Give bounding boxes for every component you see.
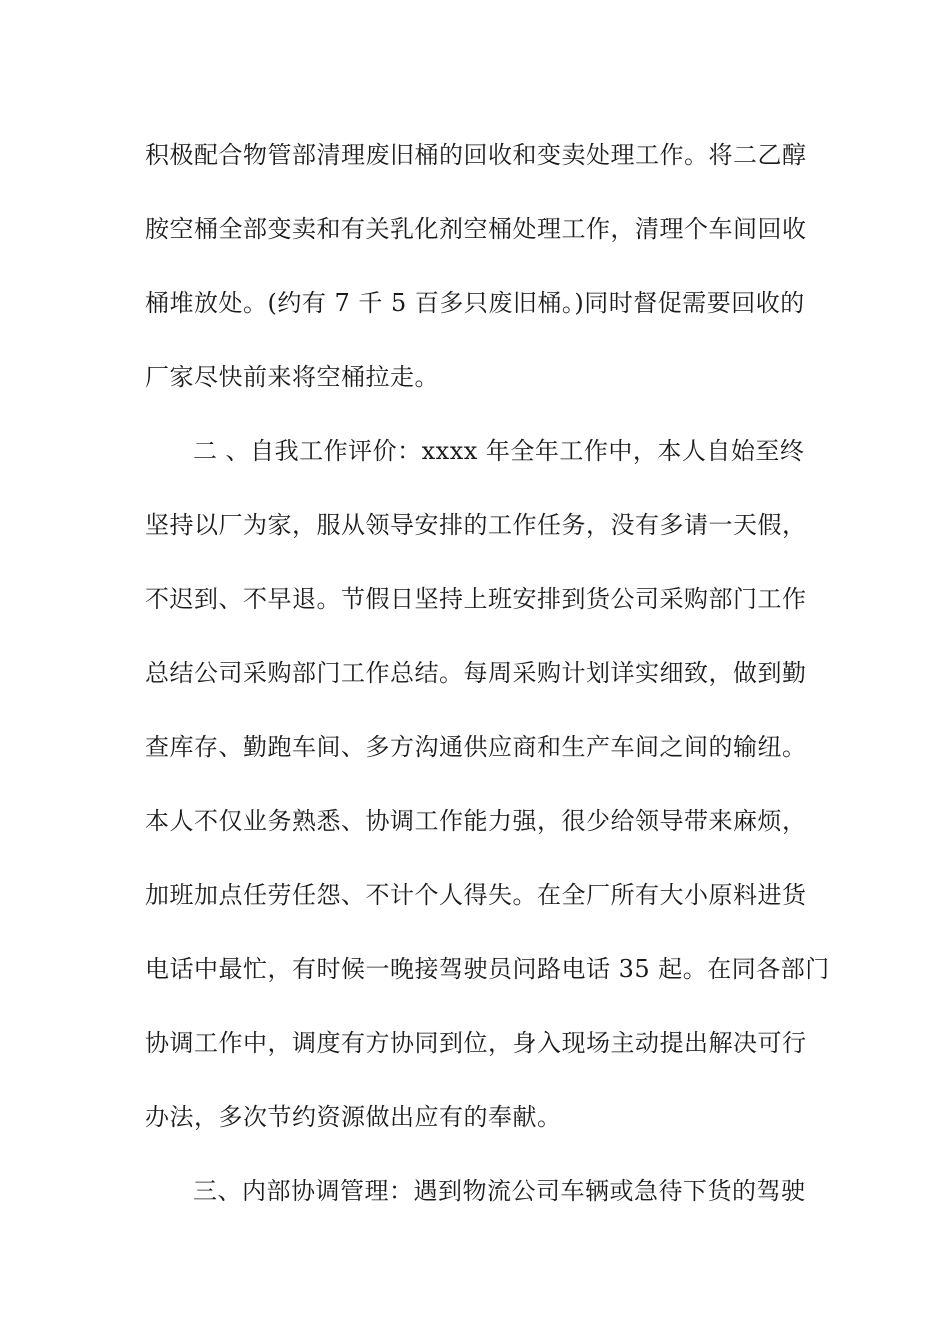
paragraph-line: 总结公司采购部门工作总结。每周采购计划详实细致，做到勤: [145, 659, 807, 687]
paragraph-line: 不迟到、不早退。节假日坚持上班安排到货公司采购部门工作: [145, 585, 807, 613]
paragraph-line: 坚持以厂为家，服从领导安排的工作任务，没有多请一天假，: [145, 511, 807, 539]
paragraph-line: 加班加点任劳任怨、不计个人得失。在全厂所有大小原料进货: [145, 881, 807, 909]
paragraph-line: 厂家尽快前来将空桶拉走。: [145, 363, 439, 391]
paragraph-line: 桶堆放处。(约有 7 千 5 百多只废旧桶。)同时督促需要回收的: [145, 289, 805, 317]
paragraph-line: 电话中最忙，有时候一晚接驾驶员问路电话 35 起。在同各部门: [145, 955, 830, 983]
paragraph-line: 本人不仅业务熟悉、协调工作能力强，很少给领导带来麻烦，: [145, 807, 807, 835]
paragraph-line: 胺空桶全部变卖和有关乳化剂空桶处理工作，清理个车间回收: [145, 215, 807, 243]
paragraph-line: 三、内部协调管理：遇到物流公司车辆或急待下货的驾驶: [193, 1177, 806, 1205]
paragraph-line: 办法，多次节约资源做出应有的奉献。: [145, 1103, 562, 1131]
paragraph-line: 查库存、勤跑车间、多方沟通供应商和生产车间之间的输纽。: [145, 733, 807, 761]
paragraph-line: 二 、自我工作评价：xxxx 年全年工作中，本人自始至终: [193, 437, 805, 465]
document-body: [145, 127, 830, 1237]
paragraph-line: 协调工作中，调度有方协同到位，身入现场主动提出解决可行: [145, 1029, 807, 1057]
paragraph-line: 积极配合物管部清理废旧桶的回收和变卖处理工作。将二乙醇: [145, 141, 807, 169]
